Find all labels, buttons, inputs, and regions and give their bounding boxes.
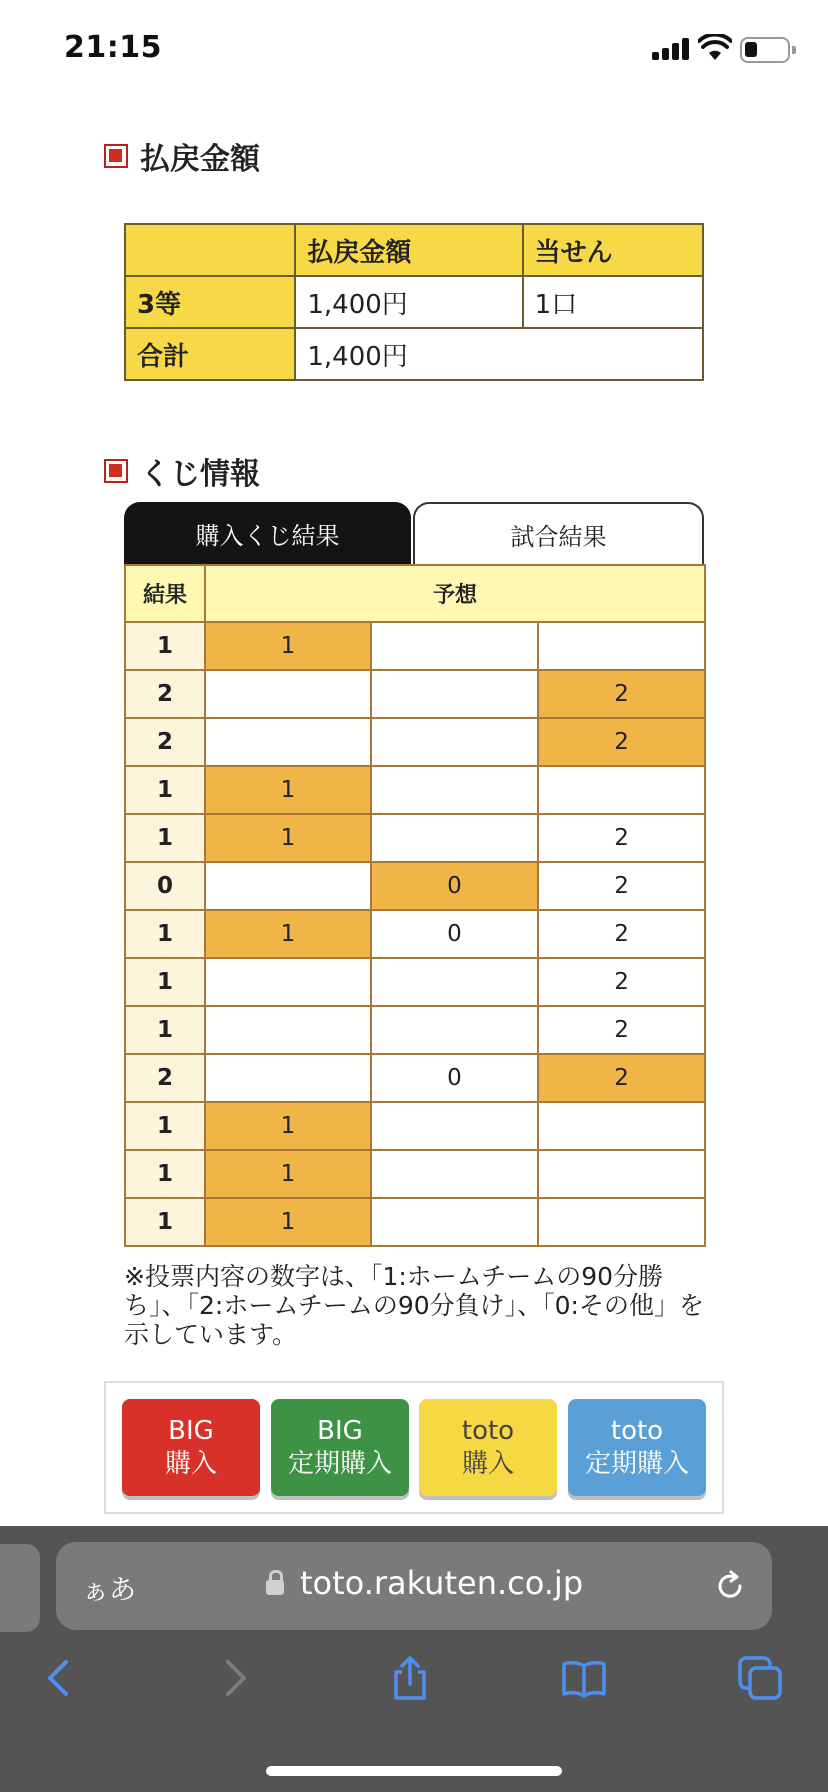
result-cell: 2 bbox=[125, 718, 205, 766]
pick-cell: 0 bbox=[371, 910, 538, 958]
pick-cell bbox=[538, 1198, 705, 1246]
button-line2: 定期購入 bbox=[287, 1448, 392, 1479]
picks-row bbox=[125, 958, 705, 1006]
picks-row bbox=[125, 1198, 705, 1246]
pick-cell bbox=[205, 670, 371, 718]
payout-row-label: 3等 bbox=[125, 276, 295, 328]
back-icon[interactable] bbox=[34, 1654, 82, 1702]
pick-cell: 2 bbox=[538, 1006, 705, 1054]
buy-button-group bbox=[104, 1381, 724, 1514]
pick-cell bbox=[371, 958, 538, 1006]
result-cell: 1 bbox=[125, 1150, 205, 1198]
pick-cell bbox=[538, 1102, 705, 1150]
picks-header-row bbox=[125, 565, 705, 622]
pick-cell-hit: 1 bbox=[205, 1150, 371, 1198]
lock-icon bbox=[266, 1580, 284, 1595]
pick-cell bbox=[371, 1006, 538, 1054]
pick-cell bbox=[371, 766, 538, 814]
pick-cell-hit: 0 bbox=[371, 862, 538, 910]
picks-row bbox=[125, 862, 705, 910]
result-cell: 1 bbox=[125, 766, 205, 814]
payout-section-header bbox=[104, 134, 260, 178]
payout-header-amount: 払戻金額 bbox=[295, 224, 522, 276]
tab-match-results[interactable]: 試合結果 bbox=[413, 502, 704, 565]
picks-row bbox=[125, 766, 705, 814]
battery-icon bbox=[740, 37, 790, 63]
cellular-signal-icon bbox=[652, 38, 690, 60]
picks-row bbox=[125, 1006, 705, 1054]
payout-header-winners: 当せん bbox=[523, 224, 703, 276]
pick-cell-hit: 1 bbox=[205, 814, 371, 862]
forward-icon[interactable] bbox=[212, 1654, 260, 1702]
pick-cell bbox=[205, 1054, 371, 1102]
result-cell: 2 bbox=[125, 1054, 205, 1102]
result-cell: 2 bbox=[125, 670, 205, 718]
picks-row bbox=[125, 670, 705, 718]
browser-toolbar bbox=[0, 1526, 828, 1792]
pick-cell bbox=[205, 718, 371, 766]
pick-cell bbox=[371, 1198, 538, 1246]
lottery-section-title: くじ情報 bbox=[140, 457, 260, 492]
picks-row bbox=[125, 910, 705, 958]
result-header: 結果 bbox=[125, 565, 205, 622]
pick-cell: 2 bbox=[538, 862, 705, 910]
result-cell: 1 bbox=[125, 1198, 205, 1246]
button-line1: toto bbox=[610, 1415, 664, 1446]
toto-buy-button[interactable] bbox=[419, 1399, 557, 1496]
result-cell: 0 bbox=[125, 862, 205, 910]
pick-cell bbox=[538, 622, 705, 670]
bookmarks-icon[interactable] bbox=[560, 1654, 608, 1702]
pick-cell-hit: 2 bbox=[538, 718, 705, 766]
result-cell: 1 bbox=[125, 910, 205, 958]
pick-cell-hit: 1 bbox=[205, 1102, 371, 1150]
button-line1: BIG bbox=[317, 1415, 363, 1446]
result-cell: 1 bbox=[125, 958, 205, 1006]
result-cell: 1 bbox=[125, 1006, 205, 1054]
pick-cell: 2 bbox=[538, 958, 705, 1006]
pick-cell bbox=[371, 1102, 538, 1150]
picks-row bbox=[125, 622, 705, 670]
url-text[interactable]: toto.rakuten.co.jp bbox=[300, 1564, 584, 1602]
toto-subscription-button[interactable] bbox=[568, 1399, 706, 1496]
payout-table bbox=[124, 223, 704, 381]
pick-cell bbox=[205, 862, 371, 910]
tabs-icon[interactable] bbox=[736, 1654, 784, 1702]
picks-row bbox=[125, 718, 705, 766]
home-indicator[interactable] bbox=[266, 1766, 562, 1776]
button-line2: 購入 bbox=[461, 1448, 514, 1479]
payout-row-amount: 1,400円 bbox=[295, 276, 522, 328]
pick-cell-hit: 1 bbox=[205, 910, 371, 958]
button-line1: toto bbox=[461, 1415, 515, 1446]
wifi-icon bbox=[698, 34, 732, 62]
page-settings-button[interactable]: ぁあ bbox=[82, 1575, 136, 1606]
result-cell: 1 bbox=[125, 814, 205, 862]
button-line1: BIG bbox=[168, 1415, 214, 1446]
payout-total-amount: 1,400円 bbox=[295, 328, 703, 380]
pick-cell-hit: 1 bbox=[205, 766, 371, 814]
pick-cell bbox=[205, 958, 371, 1006]
picks-row bbox=[125, 814, 705, 862]
section-square-icon bbox=[104, 459, 128, 483]
pick-header: 予想 bbox=[205, 565, 705, 622]
pick-cell-hit: 1 bbox=[205, 622, 371, 670]
result-cell: 1 bbox=[125, 622, 205, 670]
reload-icon[interactable] bbox=[712, 1568, 748, 1604]
status-bar bbox=[0, 0, 828, 100]
result-cell: 1 bbox=[125, 1102, 205, 1150]
pick-cell: 2 bbox=[538, 910, 705, 958]
picks-row bbox=[125, 1150, 705, 1198]
pick-cell bbox=[371, 718, 538, 766]
pick-cell bbox=[205, 1006, 371, 1054]
status-time: 21:15 bbox=[64, 30, 162, 65]
payout-section-title: 払戻金額 bbox=[140, 142, 260, 177]
payout-header-blank bbox=[125, 224, 295, 276]
pick-cell: 0 bbox=[371, 1054, 538, 1102]
payout-row bbox=[125, 276, 703, 328]
pick-cell: 2 bbox=[538, 814, 705, 862]
payout-total-row bbox=[125, 328, 703, 380]
pick-cell-hit: 2 bbox=[538, 670, 705, 718]
section-square-icon bbox=[104, 144, 128, 168]
payout-header-row bbox=[125, 224, 703, 276]
button-line2: 購入 bbox=[164, 1448, 217, 1479]
big-subscription-button[interactable] bbox=[271, 1399, 409, 1496]
payout-row-count: 1口 bbox=[523, 276, 703, 328]
pick-cell-hit: 1 bbox=[205, 1198, 371, 1246]
pick-cell-hit: 2 bbox=[538, 1054, 705, 1102]
picks-table bbox=[124, 564, 706, 1247]
pick-cell bbox=[538, 766, 705, 814]
lottery-tabs bbox=[124, 502, 704, 565]
lottery-section-header bbox=[104, 449, 260, 493]
previous-tab-preview[interactable] bbox=[0, 1544, 40, 1632]
picks-row bbox=[125, 1102, 705, 1150]
pick-cell bbox=[371, 1150, 538, 1198]
tab-purchased-results[interactable]: 購入くじ結果 bbox=[124, 502, 411, 565]
share-icon[interactable] bbox=[386, 1654, 434, 1702]
payout-total-label: 合計 bbox=[125, 328, 295, 380]
pick-legend-note: ※投票内容の数字は、「1:ホームチームの90分勝ち」、「2:ホームチームの90分負け」、「0:その他」を示しています。 bbox=[124, 1262, 704, 1349]
big-buy-button[interactable] bbox=[122, 1399, 260, 1496]
picks-row bbox=[125, 1054, 705, 1102]
pick-cell bbox=[538, 1150, 705, 1198]
pick-cell bbox=[371, 622, 538, 670]
pick-cell bbox=[371, 670, 538, 718]
pick-cell bbox=[371, 814, 538, 862]
address-bar[interactable] bbox=[56, 1542, 772, 1630]
button-line2: 定期購入 bbox=[584, 1448, 689, 1479]
